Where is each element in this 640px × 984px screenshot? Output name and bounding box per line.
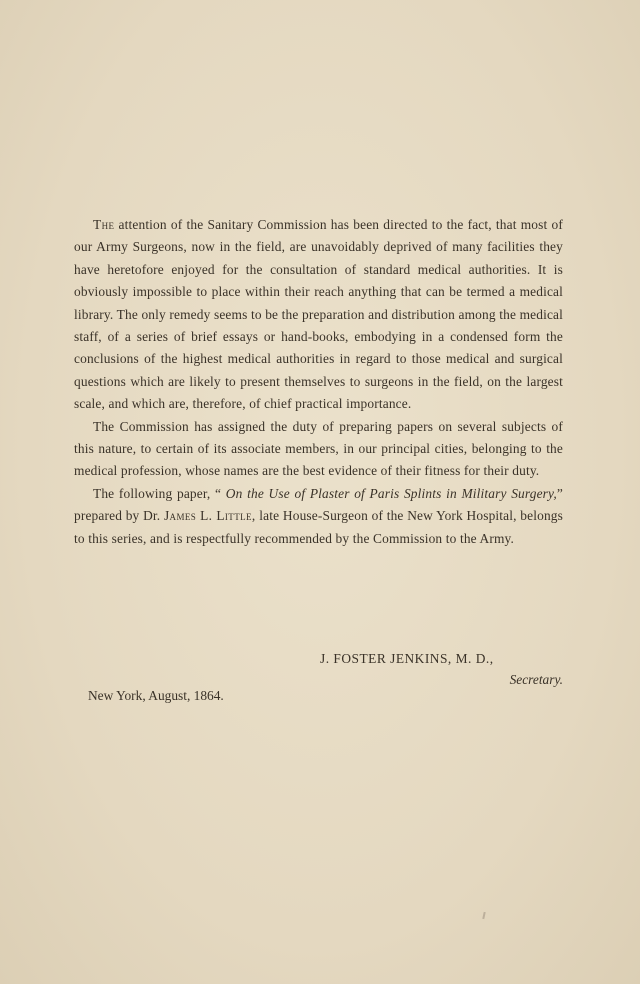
paragraph-3 <box>74 483 563 550</box>
paragraph-1 <box>74 214 563 416</box>
paragraph-1-lead: The <box>93 217 115 232</box>
paper-title: On the Use of Plaster of Paris Splints in Military Surgery, <box>225 485 557 501</box>
paragraph-3-middle: ” prepared by Dr. <box>74 485 563 524</box>
paragraph-2 <box>74 416 563 483</box>
signatory-title: Secretary. <box>509 672 563 687</box>
paragraph-3-before: The following paper, “ <box>93 485 226 501</box>
paragraph-2-text: The Commission has assigned the duty of preparing papers on several subjects of this nature, to certain of its associate members, in our principal cities, belonging to the medical profession, whose names are the best evidence of their fitness for their duty. <box>74 418 563 479</box>
paragraph-1-text: attention of the Sanitary Commission has been directed to the fact, that most of our Army Surgeons, now in the field, are unavoidably deprived of many facilities they have heretofore enjoyed for the consultation of standard medical authorities. It is obviously impossible to place within their reach anything that can be termed a medical library. The only remedy seems to be the preparation and distribution among the medical staff, of a series of brief essays or hand-books, embodying in a condensed form the conclusions of the highest medical authorities in regard to those medical and surgical questions which are likely to present themselves to surgeons in the field, on the largest scale, and which are, therefore, of chief practical importance. <box>74 217 563 412</box>
signatory-name: J. FOSTER JENKINS, M. D., <box>320 651 494 666</box>
body-text <box>74 214 563 550</box>
author-name: James L. Little, <box>163 508 256 524</box>
place-date: New York, August, 1864. <box>88 688 224 703</box>
paper-speck <box>482 912 485 919</box>
paragraph-3-after: late House-Surgeon of the New York Hospital, belongs to this series, and is respectfully recommended by the Commission to the Army. <box>74 508 564 546</box>
